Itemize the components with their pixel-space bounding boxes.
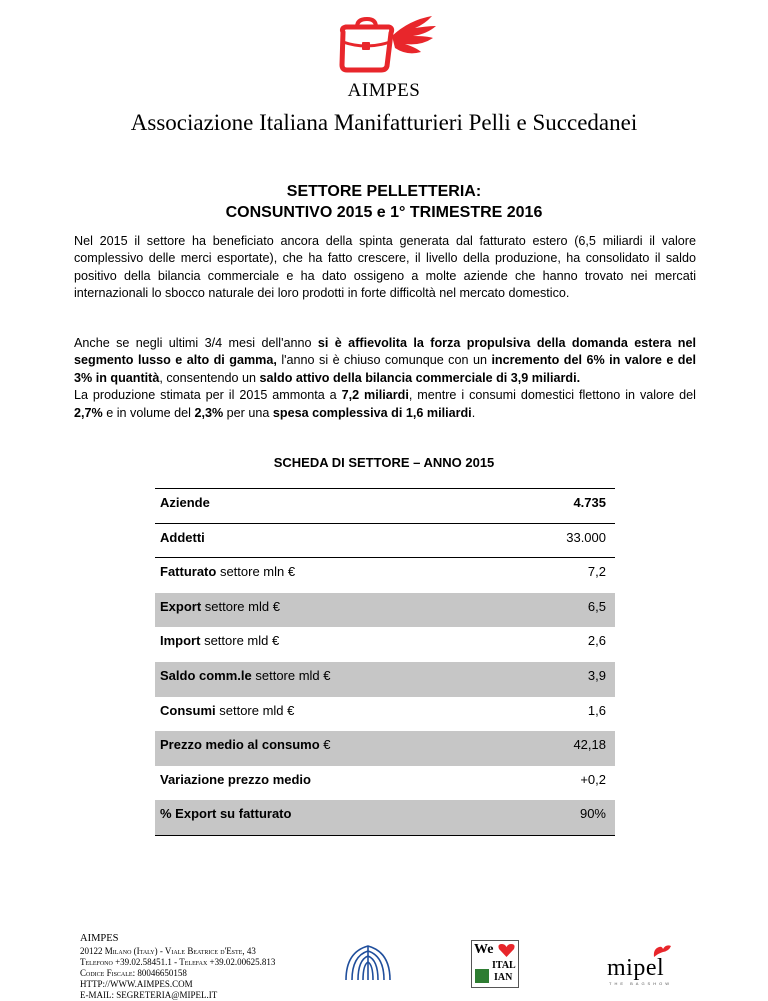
flag-green-block xyxy=(475,969,489,983)
row-label xyxy=(160,627,279,648)
org-short-name: AIMPES xyxy=(347,80,421,101)
p2-text: La produzione stimata per il 2015 ammonta a xyxy=(74,388,342,403)
we-italian-mid: ITAL xyxy=(492,960,516,971)
row-label xyxy=(160,766,311,787)
row-label-text: Addetti xyxy=(160,529,205,545)
row-label xyxy=(160,662,331,683)
aimpes-logo xyxy=(0,14,768,80)
row-label-text: Aziende xyxy=(160,495,210,510)
table-row xyxy=(155,524,615,559)
footer-org-name: AIMPES xyxy=(80,933,119,944)
we-italian-top: We xyxy=(474,942,494,957)
row-label-text: % Export su fatturato xyxy=(160,806,292,822)
p2-bold: spesa complessiva di 1,6 miliardi xyxy=(272,405,472,420)
bag-wing-logo-icon xyxy=(329,14,439,80)
row-unit: settore mld € xyxy=(200,633,280,649)
mipel-wordmark: mipel xyxy=(607,955,665,981)
row-value: 7,2 xyxy=(587,564,606,580)
row-label xyxy=(160,524,205,545)
row-value: 42,18 xyxy=(573,737,606,753)
table-row xyxy=(155,593,615,628)
title-line-2: CONSUNTIVO 2015 e 1° TRIMESTRE 2016 xyxy=(225,204,543,221)
row-label xyxy=(160,697,294,718)
p2-text: e in volume del xyxy=(102,405,195,420)
p2-text: Anche se negli ultimi 3/4 mesi dell'anno xyxy=(74,336,318,350)
p2-bold: 2,7% xyxy=(74,405,103,420)
row-value: 3,9 xyxy=(587,667,606,683)
row-label-text: Saldo comm.le xyxy=(160,667,252,683)
row-label-text: Export xyxy=(160,598,202,614)
row-value: 2,6 xyxy=(587,633,606,649)
row-label-text: Fatturato xyxy=(160,564,217,580)
row-label-text: Variazione prezzo medio xyxy=(160,771,311,787)
p2-text: , consentendo un xyxy=(159,370,260,385)
title-line-1: SETTORE PELLETTERIA: xyxy=(286,183,482,200)
document-title xyxy=(0,181,768,223)
row-unit: € xyxy=(319,737,331,753)
table-row xyxy=(155,800,615,835)
row-unit: settore mln € xyxy=(216,564,296,580)
p2-text: , mentre i consumi domestici flettono in valore del xyxy=(408,388,696,403)
row-value: 90% xyxy=(579,806,606,822)
table-row xyxy=(155,731,615,766)
row-label-text: Import xyxy=(160,633,201,649)
org-full-name: Associazione Italiana Manifatturieri Pelli e Succedanei xyxy=(130,110,638,135)
confindustria-logo-icon xyxy=(342,940,394,986)
p2-text: per una xyxy=(223,405,273,420)
heart-icon xyxy=(498,943,515,958)
row-value: 1,6 xyxy=(587,702,606,718)
p2-bold: saldo attivo della bilancia commerciale di 3,9 miliardi. xyxy=(259,370,581,385)
p2-bold: si è affievolita la forza propulsiva della domanda estera nel segmento lusso e alto di gamma, xyxy=(74,336,696,368)
footer-website: HTTP://WWW.AIMPES.COM xyxy=(80,979,193,989)
row-unit: settore mld € xyxy=(201,598,280,614)
paragraph-1: Nel 2015 il settore ha beneficiato ancora della spinta generata dal fatturato estero (6,5 miliardi il valore complessivo delle merci esportate), che ha fatto crescere, il livello della produzione, ha consolidato il saldo positivo della bilancia commerciale e ha dato ossigeno a molte aziende che hanno trovato nei mercati internazionali lo sbocco naturale dei loro prodotti in forte difficoltà nel mercato domestico. xyxy=(74,234,696,301)
we-italian-bot: IAN xyxy=(494,972,513,983)
p2-bold: incremento del 6% in valore e del 3% in quantità xyxy=(74,353,696,385)
p2-bold: 7,2 miliardi xyxy=(341,388,409,403)
row-value: 33.000 xyxy=(566,529,606,545)
row-unit: settore mld € xyxy=(215,702,295,718)
p2-text: . xyxy=(471,405,476,420)
row-label-text: Prezzo medio al consumo xyxy=(160,737,320,753)
row-value: 4.735 xyxy=(573,495,606,510)
row-label xyxy=(160,731,331,752)
table-row xyxy=(155,766,615,801)
table-row xyxy=(155,489,615,524)
table-row xyxy=(155,558,615,593)
footer-address xyxy=(80,933,275,1001)
row-label-text: Consumi xyxy=(160,702,216,718)
row-label xyxy=(160,593,280,614)
row-unit: settore mld € xyxy=(251,667,331,683)
table-row xyxy=(155,662,615,697)
mipel-logo xyxy=(607,943,687,986)
row-label xyxy=(160,558,295,579)
mipel-subtitle: THE BAGSHOW xyxy=(609,981,673,986)
row-value: 6,5 xyxy=(587,598,606,614)
table-row xyxy=(155,627,615,662)
row-label xyxy=(160,800,291,821)
footer-address-line: 20122 Milano (Italy) - Viale Beatrice d'Este, 43 xyxy=(80,946,256,956)
p2-text: l'anno si è chiuso comunque con un xyxy=(276,353,492,368)
scheda-title: SCHEDA DI SETTORE – ANNO 2015 xyxy=(273,455,495,470)
p2-bold: 2,3% xyxy=(194,405,224,420)
footer-email: E-MAIL: SEGRETERIA@MIPEL.IT xyxy=(80,990,218,1000)
table-row xyxy=(155,697,615,732)
row-value: +0,2 xyxy=(580,771,606,787)
scheda-table xyxy=(155,488,615,836)
paragraph-2 xyxy=(74,335,696,422)
footer-phone-line: Telefono +39.02.58451.1 - Telefax +39.02.00625.813 xyxy=(80,957,276,967)
we-italian-logo xyxy=(471,940,519,988)
row-label xyxy=(160,489,210,510)
footer-fiscal-code: Codice Fiscale: 80046650158 xyxy=(80,968,187,978)
